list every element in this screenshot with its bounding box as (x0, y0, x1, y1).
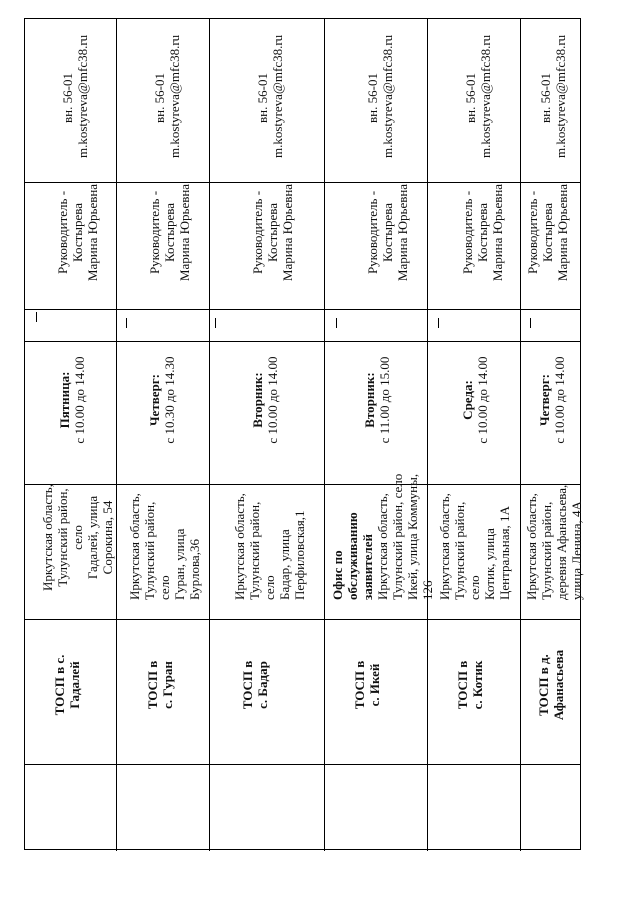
column-divider (25, 764, 580, 765)
head-cell: Руководитель - Костырева Марина Юрьевна (365, 183, 410, 282)
schedule-day: Вторник: (250, 372, 265, 428)
address-cell: Иркутская область, Тулунский район, село Гуран, улица Бурлова,36 (127, 493, 202, 600)
empty-mark (438, 318, 439, 328)
empty-mark (215, 318, 216, 328)
schedule-time: с 10.00 до 14.00 (72, 356, 87, 444)
office-name: ТОСП в с. Гуран (145, 660, 175, 710)
office-name: ТОСП в с. Икей (352, 660, 382, 710)
address-cell: Иркутская область, Тулунский район, деревня Афанасьева, улица Ленина, 4А (524, 484, 584, 600)
contact-cell: вн. 56-01 m.kostyreva@mfc38.ru (60, 34, 90, 158)
contact-cell: вн. 56-01 m.kostyreva@mfc38.ru (152, 34, 182, 158)
address-note: Офис по обслуживанию заявителей (330, 512, 375, 600)
schedule-time: с 10.00 до 14.00 (265, 356, 280, 444)
offices-table (24, 18, 581, 850)
schedule-time: с 11.00 до 15.00 (377, 356, 392, 444)
address-cell: Иркутская область, Тулунский район, село Котик, улица Центральная, 1А (437, 493, 512, 600)
schedule-time: с 10.30 до 14.30 (162, 356, 177, 444)
head-cell: Руководитель - Костырева Марина Юрьевна (147, 183, 192, 282)
head-cell: Руководитель - Костырева Марина Юрьевна (525, 183, 570, 282)
office-name: ТОСП в с. Котик (455, 660, 485, 710)
office-name: ТОСП в д. Афанасьева (536, 649, 566, 721)
schedule-time: с 10.00 до 14.00 (552, 356, 567, 444)
empty-mark (336, 318, 337, 328)
head-cell: Руководитель - Костырева Марина Юрьевна (55, 183, 100, 282)
schedule-day: Четверг: (147, 374, 162, 426)
address-cell: Иркутская область, Тулунский район, село Бадар, улица Перфиловская,1 (232, 493, 307, 600)
column-divider (25, 341, 580, 342)
schedule-day: Среда: (460, 380, 475, 420)
address-cell: Иркутская область, Тулунский район, село Икей, улица Коммуны, 126 (375, 473, 435, 600)
head-cell: Руководитель - Костырева Марина Юрьевна (250, 183, 295, 282)
empty-mark (126, 318, 127, 328)
schedule-day: Пятница: (57, 371, 72, 429)
contact-cell: вн. 56-01 m.kostyreva@mfc38.ru (538, 34, 568, 158)
empty-mark (530, 318, 531, 328)
contact-cell: вн. 56-01 m.kostyreva@mfc38.ru (463, 34, 493, 158)
contact-cell: вн. 56-01 m.kostyreva@mfc38.ru (365, 34, 395, 158)
address-cell: Иркутская область, Тулунский район, село Гадалей, улица Сорокина, 54 (40, 484, 115, 591)
column-divider (25, 309, 580, 310)
office-name: ТОСП в с. Бадар (240, 660, 270, 710)
office-name: ТОСП в с. Гадалей (52, 654, 82, 716)
schedule-day: Четверг: (537, 374, 552, 426)
contact-cell: вн. 56-01 m.kostyreva@mfc38.ru (255, 34, 285, 158)
empty-mark (36, 312, 37, 322)
schedule-day: Вторник: (362, 372, 377, 428)
column-divider (25, 619, 580, 620)
head-cell: Руководитель - Костырева Марина Юрьевна (460, 183, 505, 282)
schedule-time: с 10.00 до 14.00 (475, 356, 490, 444)
